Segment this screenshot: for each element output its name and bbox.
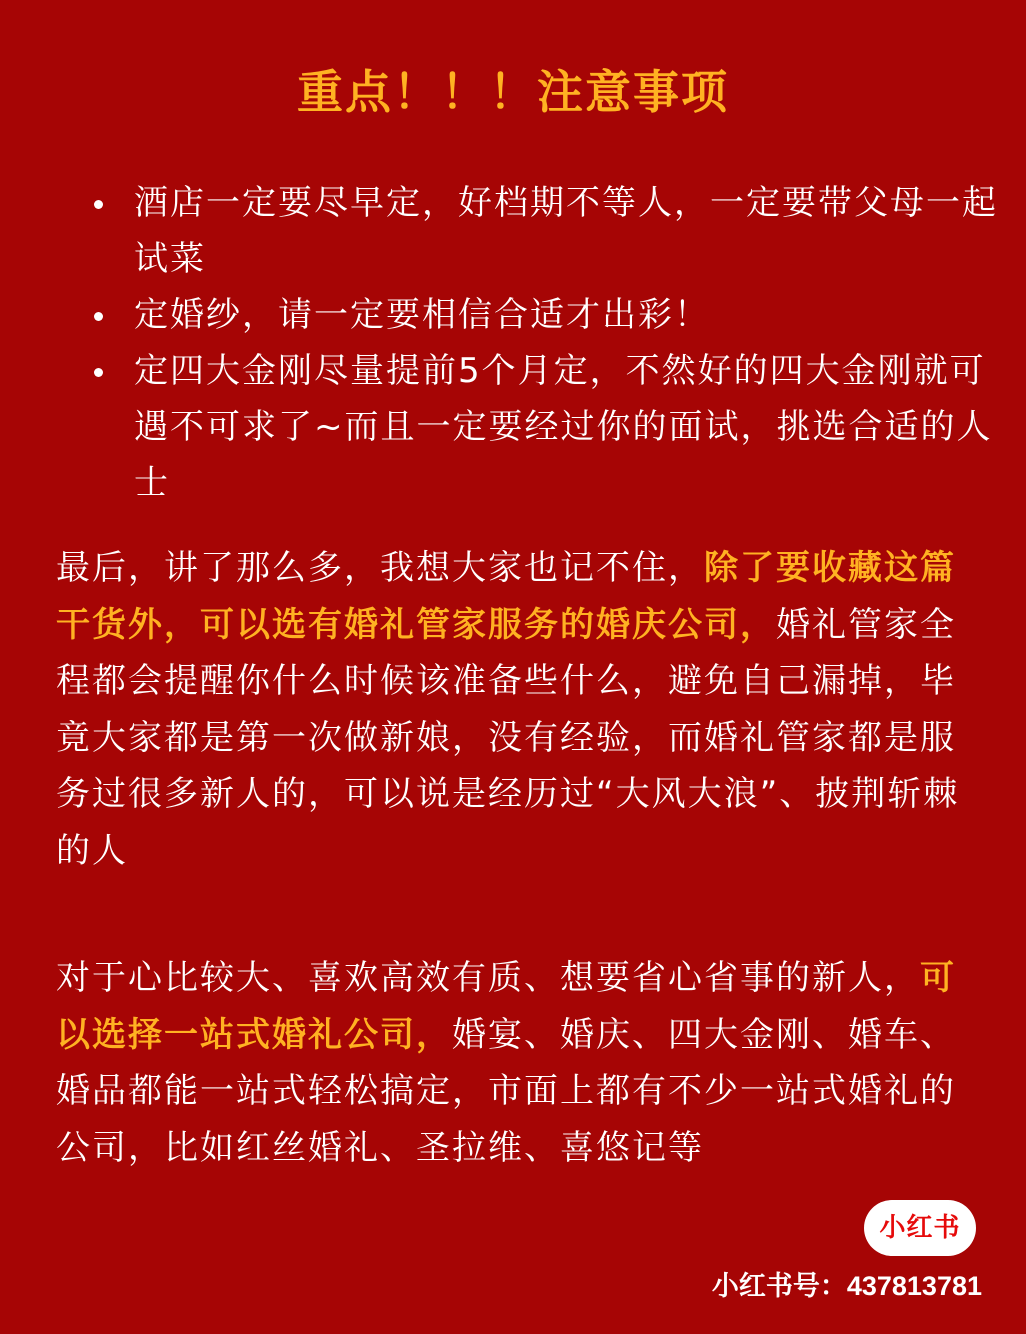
list-item-text: 酒店一定要尽早定，好档期不等人，一定要带父母一起试菜 (134, 183, 998, 279)
page-title: 重点！！！注意事项 (297, 65, 729, 119)
paragraph-text: 最后，讲了那么多，我想大家也记不住， (56, 548, 704, 588)
recommendation-paragraph (56, 950, 970, 1176)
paragraph-text: 婚宴、婚庆、四大金刚、婚车、婚品都能一站式轻松搞定，市面上都有不少一站式婚礼的公司，比如红丝婚礼、圣拉维、喜悠记等 (56, 1014, 956, 1168)
list-item (88, 287, 998, 343)
highlight-text: 可以选择一站式婚礼公司， (56, 958, 956, 1055)
bullet-dot-icon (94, 200, 103, 209)
summary-paragraph (56, 540, 970, 879)
bullet-dot-icon (94, 312, 103, 321)
list-item (88, 343, 998, 511)
account-id-label: 小红书号：437813781 (711, 1271, 982, 1301)
highlight-text: 除了要收藏这篇干货外，可以选有婚礼管家服务的婚庆公司， (56, 548, 956, 645)
bullet-dot-icon (94, 368, 103, 377)
list-item-text: 定四大金刚尽量提前5个月定，不然好的四大金刚就可遇不可求了~而且一定要经过你的面试，挑选合适的人士 (134, 351, 993, 503)
list-item-text: 定婚纱，请一定要相信合适才出彩！ (134, 295, 710, 335)
xiaohongshu-logo: 小红书 (864, 1200, 976, 1256)
list-item (88, 175, 998, 287)
notice-list (88, 175, 998, 511)
paragraph-text: 婚礼管家全程都会提醒你什么时候该准备些什么，避免自己漏掉，毕竟大家都是第一次做新娘，没有经验，而婚礼管家都是服务过很多新人的，可以说是经历过“大风大浪”、披荆斩棘的人 (56, 604, 960, 871)
paragraph-text: 对于心比较大、喜欢高效有质、想要省心省事的新人， (56, 958, 920, 998)
